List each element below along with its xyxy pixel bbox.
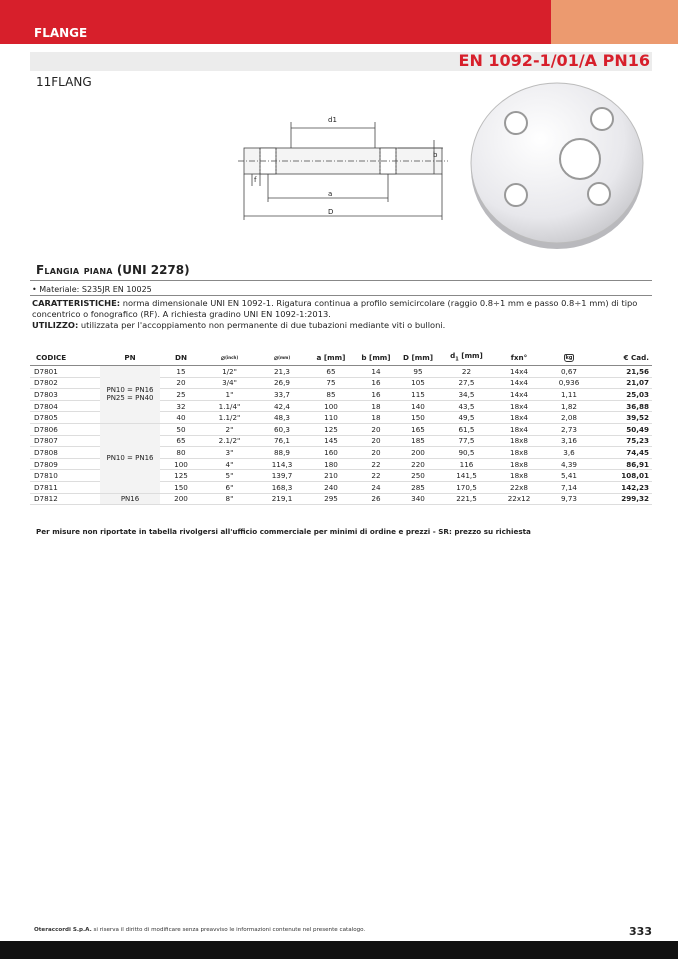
cell-b: 20	[355, 447, 397, 459]
cell-price: 142,23	[594, 481, 652, 493]
col-d1	[439, 349, 494, 366]
standard-label: EN 1092-1/01/A PN16	[458, 51, 650, 70]
cell-d1: 221,5	[439, 493, 494, 505]
d1-unit: [mm]	[458, 351, 483, 361]
cell-D: 95	[397, 366, 439, 378]
cell-weight: 0,936	[544, 377, 594, 389]
table-row	[30, 366, 652, 378]
description	[32, 298, 652, 331]
cell-b: 24	[355, 481, 397, 493]
cell-d1: 61,5	[439, 423, 494, 435]
footer-company: Oteraccordi S.p.A.	[34, 927, 92, 933]
cell-d1: 116	[439, 458, 494, 470]
cell-price: 75,23	[594, 435, 652, 447]
usage-text: utilizzata per l'accoppiamento non permanente di due tubazioni mediante viti o bulloni.	[78, 320, 446, 330]
cell-weight: 4,39	[544, 458, 594, 470]
cell-fxn: 18x8	[494, 458, 544, 470]
cell-d1: 141,5	[439, 470, 494, 482]
cell-mm: 21,3	[257, 366, 307, 378]
footer-text	[34, 927, 365, 933]
cell-dn: 20	[160, 377, 202, 389]
cell-D: 140	[397, 400, 439, 412]
cell-code: D7803	[30, 389, 100, 401]
cell-mm: 48,3	[257, 412, 307, 424]
cell-code: D7806	[30, 423, 100, 435]
cell-d1: 34,5	[439, 389, 494, 401]
table-row	[30, 423, 652, 435]
col-pn: PN	[100, 349, 160, 366]
cell-code: D7812	[30, 493, 100, 505]
product-code: 11FLANG	[36, 75, 92, 89]
diameter-icon: ⌀	[273, 352, 279, 362]
cell-b: 14	[355, 366, 397, 378]
cell-a: 180	[307, 458, 355, 470]
cell-dn: 125	[160, 470, 202, 482]
cell-weight: 5,41	[544, 470, 594, 482]
cell-code: D7804	[30, 400, 100, 412]
mm-unit: (mm)	[278, 355, 291, 361]
cell-code: D7802	[30, 377, 100, 389]
cell-a: 295	[307, 493, 355, 505]
cell-a: 210	[307, 470, 355, 482]
cell-dn: 40	[160, 412, 202, 424]
cell-a: 240	[307, 481, 355, 493]
cell-D: 115	[397, 389, 439, 401]
label-d1: d1	[328, 116, 337, 124]
cell-a: 65	[307, 366, 355, 378]
cell-fxn: 18x4	[494, 412, 544, 424]
cell-pn: PN10 = PN16	[100, 423, 160, 493]
divider	[30, 295, 652, 296]
d1-subscript: 1	[455, 356, 459, 363]
cell-d1: 77,5	[439, 435, 494, 447]
cell-D: 250	[397, 470, 439, 482]
cell-pn: PN16	[100, 493, 160, 505]
divider	[30, 280, 652, 281]
cell-inch: 3"	[202, 447, 257, 459]
cell-code: D7805	[30, 412, 100, 424]
cell-code: D7807	[30, 435, 100, 447]
cell-mm: 33,7	[257, 389, 307, 401]
table-row	[30, 493, 652, 505]
cell-fxn: 18x8	[494, 435, 544, 447]
cell-mm: 168,3	[257, 481, 307, 493]
cell-inch: 2"	[202, 423, 257, 435]
label-D: D	[328, 208, 334, 216]
col-mm	[257, 349, 307, 366]
cell-inch: 1/2"	[202, 366, 257, 378]
cell-weight: 1,11	[544, 389, 594, 401]
usage-label: UTILIZZO:	[32, 320, 79, 330]
cell-dn: 32	[160, 400, 202, 412]
product-spec: (UNI 2278)	[116, 263, 190, 277]
product-title	[36, 263, 190, 277]
cell-dn: 100	[160, 458, 202, 470]
cell-a: 160	[307, 447, 355, 459]
cell-price: 25,03	[594, 389, 652, 401]
cell-mm: 60,3	[257, 423, 307, 435]
label-a: a	[328, 190, 333, 198]
cell-fxn: 18x4	[494, 423, 544, 435]
col-code: CODICE	[30, 349, 100, 366]
cell-code: D7808	[30, 447, 100, 459]
cell-dn: 50	[160, 423, 202, 435]
cell-weight: 0,67	[544, 366, 594, 378]
cell-inch: 5"	[202, 470, 257, 482]
cell-code: D7811	[30, 481, 100, 493]
cell-D: 150	[397, 412, 439, 424]
flange-photo	[462, 77, 652, 252]
cell-mm: 139,7	[257, 470, 307, 482]
cell-d1: 27,5	[439, 377, 494, 389]
cell-price: 108,01	[594, 470, 652, 482]
cell-fxn: 14x4	[494, 377, 544, 389]
cell-d1: 43,5	[439, 400, 494, 412]
cell-fxn: 22x8	[494, 481, 544, 493]
cell-a: 100	[307, 400, 355, 412]
cell-mm: 219,1	[257, 493, 307, 505]
cell-weight: 7,14	[544, 481, 594, 493]
cell-fxn: 18x4	[494, 400, 544, 412]
cell-d1: 170,5	[439, 481, 494, 493]
cell-inch: 4"	[202, 458, 257, 470]
cell-weight: 2,73	[544, 423, 594, 435]
cell-code: D7801	[30, 366, 100, 378]
cell-b: 20	[355, 435, 397, 447]
cell-price: 21,07	[594, 377, 652, 389]
cell-a: 110	[307, 412, 355, 424]
cell-code: D7809	[30, 458, 100, 470]
cell-fxn: 18x8	[494, 447, 544, 459]
cell-price: 50,49	[594, 423, 652, 435]
bottom-bar	[0, 941, 678, 959]
col-inch	[202, 349, 257, 366]
col-price: € Cad.	[594, 349, 652, 366]
cell-fxn: 18x8	[494, 470, 544, 482]
cell-b: 26	[355, 493, 397, 505]
cell-mm: 42,4	[257, 400, 307, 412]
cell-d1: 49,5	[439, 412, 494, 424]
cell-dn: 80	[160, 447, 202, 459]
cell-D: 285	[397, 481, 439, 493]
product-name: Flangia piana	[36, 263, 113, 277]
cell-weight: 3,16	[544, 435, 594, 447]
cell-mm: 88,9	[257, 447, 307, 459]
cell-b: 16	[355, 389, 397, 401]
d1-label: d	[450, 351, 456, 361]
section-title: FLANGE	[34, 26, 88, 40]
cell-fxn: 14x4	[494, 389, 544, 401]
table-header-row	[30, 349, 652, 366]
cell-dn: 200	[160, 493, 202, 505]
cell-pn: PN10 = PN16 PN25 = PN40	[100, 366, 160, 424]
cell-mm: 26,9	[257, 377, 307, 389]
cell-inch: 1.1/4"	[202, 400, 257, 412]
cell-weight: 1,82	[544, 400, 594, 412]
cell-weight: 9,73	[544, 493, 594, 505]
cell-D: 185	[397, 435, 439, 447]
cell-b: 22	[355, 470, 397, 482]
cell-fxn: 14x4	[494, 366, 544, 378]
product-table	[30, 349, 652, 505]
footer-disclaimer: si riserva il diritto di modificare senza preavviso le informazioni contenute nel presente catalogo.	[91, 927, 366, 933]
cell-mm: 114,3	[257, 458, 307, 470]
cell-inch: 1.1/2"	[202, 412, 257, 424]
cell-weight: 3,6	[544, 447, 594, 459]
cell-dn: 150	[160, 481, 202, 493]
cell-D: 105	[397, 377, 439, 389]
characteristics-label: CARATTERISTICHE:	[32, 298, 121, 308]
cell-inch: 2.1/2"	[202, 435, 257, 447]
diameter-icon: ⌀	[220, 352, 226, 362]
col-weight	[544, 349, 594, 366]
characteristics-text: norma dimensionale UNI EN 1092-1. Rigatura continua a profilo semicircolare (raggio 0.8÷1 mm e passo 0.8÷1 mm) di tipo concentrico o fonografico (RF). A richiesta gradino UNI EN 1092-1:2013.	[32, 298, 638, 319]
cell-dn: 65	[160, 435, 202, 447]
col-b: b [mm]	[355, 349, 397, 366]
cell-d1: 22	[439, 366, 494, 378]
flange-technical-drawing	[238, 112, 448, 227]
cell-inch: 1"	[202, 389, 257, 401]
cell-b: 18	[355, 412, 397, 424]
inch-unit: (inch)	[225, 355, 239, 361]
cell-D: 220	[397, 458, 439, 470]
cell-mm: 76,1	[257, 435, 307, 447]
cell-a: 85	[307, 389, 355, 401]
cell-a: 75	[307, 377, 355, 389]
label-b: b	[433, 151, 438, 159]
cell-dn: 15	[160, 366, 202, 378]
weight-icon: kg	[565, 355, 573, 361]
cell-b: 20	[355, 423, 397, 435]
col-a: a [mm]	[307, 349, 355, 366]
cell-price: 39,52	[594, 412, 652, 424]
col-dn: DN	[160, 349, 202, 366]
col-D: D [mm]	[397, 349, 439, 366]
cell-code: D7810	[30, 470, 100, 482]
cell-D: 340	[397, 493, 439, 505]
cell-price: 86,91	[594, 458, 652, 470]
cell-D: 165	[397, 423, 439, 435]
cell-fxn: 22x12	[494, 493, 544, 505]
material-text: • Materiale: S235JR EN 10025	[32, 285, 152, 294]
label-f: f	[254, 176, 257, 184]
cell-inch: 3/4"	[202, 377, 257, 389]
header-accent	[551, 0, 678, 44]
page-number: 333	[629, 925, 652, 938]
col-fxn: fxn°	[494, 349, 544, 366]
cell-weight: 2,08	[544, 412, 594, 424]
table-note: Per misure non riportate in tabella rivolgersi all'ufficio commerciale per minimi di ordine e prezzi - SR: prezzo su richiesta	[36, 527, 531, 536]
cell-b: 18	[355, 400, 397, 412]
cell-price: 74,45	[594, 447, 652, 459]
cell-b: 22	[355, 458, 397, 470]
cell-inch: 6"	[202, 481, 257, 493]
cell-d1: 90,5	[439, 447, 494, 459]
cell-a: 145	[307, 435, 355, 447]
cell-D: 200	[397, 447, 439, 459]
cell-b: 16	[355, 377, 397, 389]
cell-dn: 25	[160, 389, 202, 401]
cell-price: 21,56	[594, 366, 652, 378]
cell-price: 299,32	[594, 493, 652, 505]
cell-a: 125	[307, 423, 355, 435]
cell-inch: 8"	[202, 493, 257, 505]
cell-price: 36,88	[594, 400, 652, 412]
